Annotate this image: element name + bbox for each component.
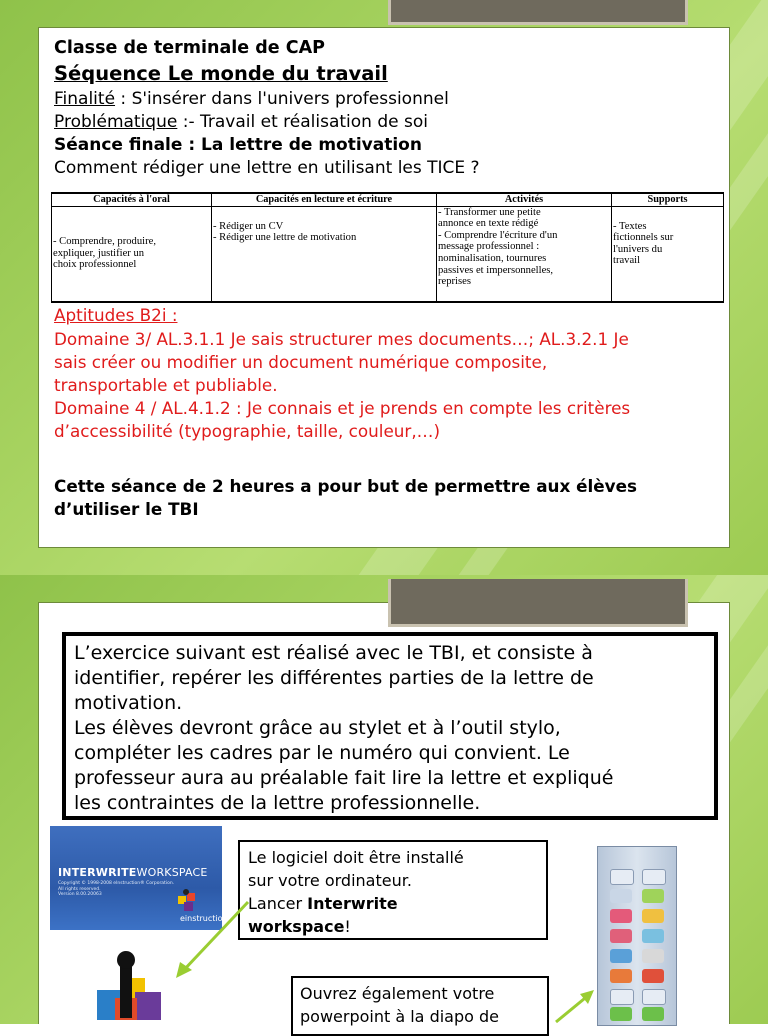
exercise-line: professeur aura au préalable fait lire la lettre et expliqué — [74, 767, 614, 789]
open-line: powerpoint à la diapo de — [300, 1007, 500, 1026]
exercise-box — [62, 632, 718, 820]
eraser-tool-icon[interactable] — [610, 929, 632, 943]
tool-icon[interactable] — [642, 989, 666, 1005]
question-line: Comment rédiger une lettre en utilisant les TICE ? — [54, 158, 480, 178]
cell-line: travail — [613, 255, 641, 267]
install-line — [248, 917, 351, 936]
cell-line: nominalisation, tournures — [438, 252, 547, 264]
logo-maker: einstruction — [180, 914, 228, 923]
tool-icon[interactable] — [610, 889, 632, 903]
open-instruction-box — [291, 976, 549, 1036]
cell-line: - Comprendre, produire, — [53, 236, 156, 248]
seance-finale: Séance finale : La lettre de motivation — [54, 135, 422, 155]
cell-line: - Comprendre l'écriture d'un — [438, 229, 558, 241]
b2i-line: sais créer ou modifier un document numérique composite, — [54, 352, 548, 372]
cell-line: choix professionnel — [53, 259, 137, 271]
table-cell — [52, 206, 212, 302]
interwrite-toolbar[interactable] — [597, 846, 677, 1026]
cell-line: passives et impersonnelles, — [438, 264, 554, 276]
shape-tool-icon[interactable] — [610, 949, 632, 963]
title-tab — [388, 0, 688, 25]
install-line: Le logiciel doit être installé — [248, 848, 464, 867]
install-line: sur votre ordinateur. — [248, 871, 412, 890]
exercise-line: les contraintes de la lettre professionnelle. — [74, 792, 481, 814]
tool-icon[interactable] — [642, 889, 664, 903]
back-arrow-icon[interactable] — [610, 1007, 632, 1021]
title-tab — [388, 579, 688, 627]
text-tool-icon[interactable] — [642, 949, 664, 963]
exercise-line: compléter les cadres par le numéro qui convient. Le — [74, 742, 570, 764]
exercise-line: identifier, repérer les différentes parties de la lettre de — [74, 667, 594, 689]
table-header: Activités — [437, 193, 612, 206]
logo-brand-bold: INTERWRITE — [58, 866, 137, 879]
exercise-line: motivation. — [74, 692, 183, 714]
closing-line: d’utiliser le TBI — [54, 499, 199, 519]
logo-brand — [58, 866, 208, 879]
screen-tool-icon[interactable] — [642, 869, 666, 885]
problematique-label: Problématique — [54, 112, 178, 132]
tool-icon[interactable] — [610, 989, 634, 1005]
table-header-row — [52, 193, 724, 206]
b2i-line: d’accessibilité (typographie, taille, couleur,…) — [54, 421, 440, 441]
cell-line: - Transformer une petite — [438, 206, 541, 218]
b2i-line: transportable et publiable. — [54, 375, 278, 395]
tool-icon[interactable] — [610, 969, 632, 983]
b2i-line: Domaine 3/ AL.3.1.1 Je sais structurer mes documents…; AL.3.2.1 Je — [54, 329, 629, 349]
class-title: Classe de terminale de CAP — [54, 38, 325, 58]
logo-brand-light: WORKSPACE — [136, 866, 208, 879]
sequence-title: Séquence Le monde du travail — [54, 62, 388, 85]
install-instruction-box — [238, 840, 548, 940]
finalite-label: Finalité — [54, 89, 116, 109]
table-header: Capacités en lecture et écriture — [212, 193, 437, 206]
select-tool-icon[interactable] — [610, 869, 634, 885]
cell-line: - Rédiger une lettre de motivation — [213, 232, 357, 244]
b2i-line: Domaine 4 / AL.4.1.2 : Je connais et je prends en compte les critères — [54, 398, 631, 418]
table-cell — [212, 206, 437, 302]
arrow-icon — [170, 900, 250, 980]
pen-tool-icon[interactable] — [610, 909, 632, 923]
forward-arrow-icon[interactable] — [642, 1007, 664, 1021]
cell-line: annonce en texte rédigé — [438, 218, 539, 230]
table-row — [52, 206, 724, 302]
closing-line: Cette séance de 2 heures a pour but de permettre aux élèves — [54, 476, 637, 496]
open-line: Ouvrez également votre — [300, 984, 495, 1003]
table-cell — [612, 206, 724, 302]
cell-line: fictionnels sur — [613, 232, 674, 244]
tool-icon[interactable] — [642, 969, 664, 983]
cell-line: expliquer, justifier un — [53, 247, 145, 259]
finalite-line — [54, 89, 449, 109]
highlighter-tool-icon[interactable] — [642, 909, 664, 923]
cell-line: - Textes — [613, 220, 647, 232]
finalite-text: : S'insérer dans l'univers professionnel — [115, 89, 449, 109]
install-bold: Interwrite — [307, 894, 398, 913]
problematique-text: :- Travail et réalisation de soi — [177, 112, 428, 132]
cell-line: - Rédiger un CV — [213, 220, 284, 232]
install-text: Lancer — [248, 894, 308, 913]
arrow-icon — [552, 990, 596, 1024]
cell-line: message professionnel : — [438, 241, 540, 253]
interwrite-icon — [87, 948, 170, 1024]
install-bold: workspace — [248, 917, 345, 936]
cell-line: l'univers du — [613, 243, 663, 255]
exercise-line: Les élèves devront grâce au stylet et à l’outil stylo, — [74, 717, 561, 739]
install-text: ! — [344, 917, 351, 936]
b2i-title: Aptitudes B2i : — [54, 305, 178, 325]
cell-line: reprises — [438, 276, 471, 288]
table-cell — [437, 206, 612, 302]
table-header: Supports — [612, 193, 724, 206]
problematique-line — [54, 112, 428, 132]
table-header: Capacités à l'oral — [52, 193, 212, 206]
exercise-line: L’exercice suivant est réalisé avec le TBI, et consiste à — [74, 642, 593, 664]
logo-fine-print: Copyright © 1998-2008 eInstruction® Corporation. All rights reserved. Version 8.00.20063 — [58, 881, 175, 897]
install-line — [248, 894, 398, 913]
interwrite-app-icon[interactable] — [87, 948, 170, 1024]
capacities-table — [51, 192, 724, 303]
tool-icon[interactable] — [642, 929, 664, 943]
